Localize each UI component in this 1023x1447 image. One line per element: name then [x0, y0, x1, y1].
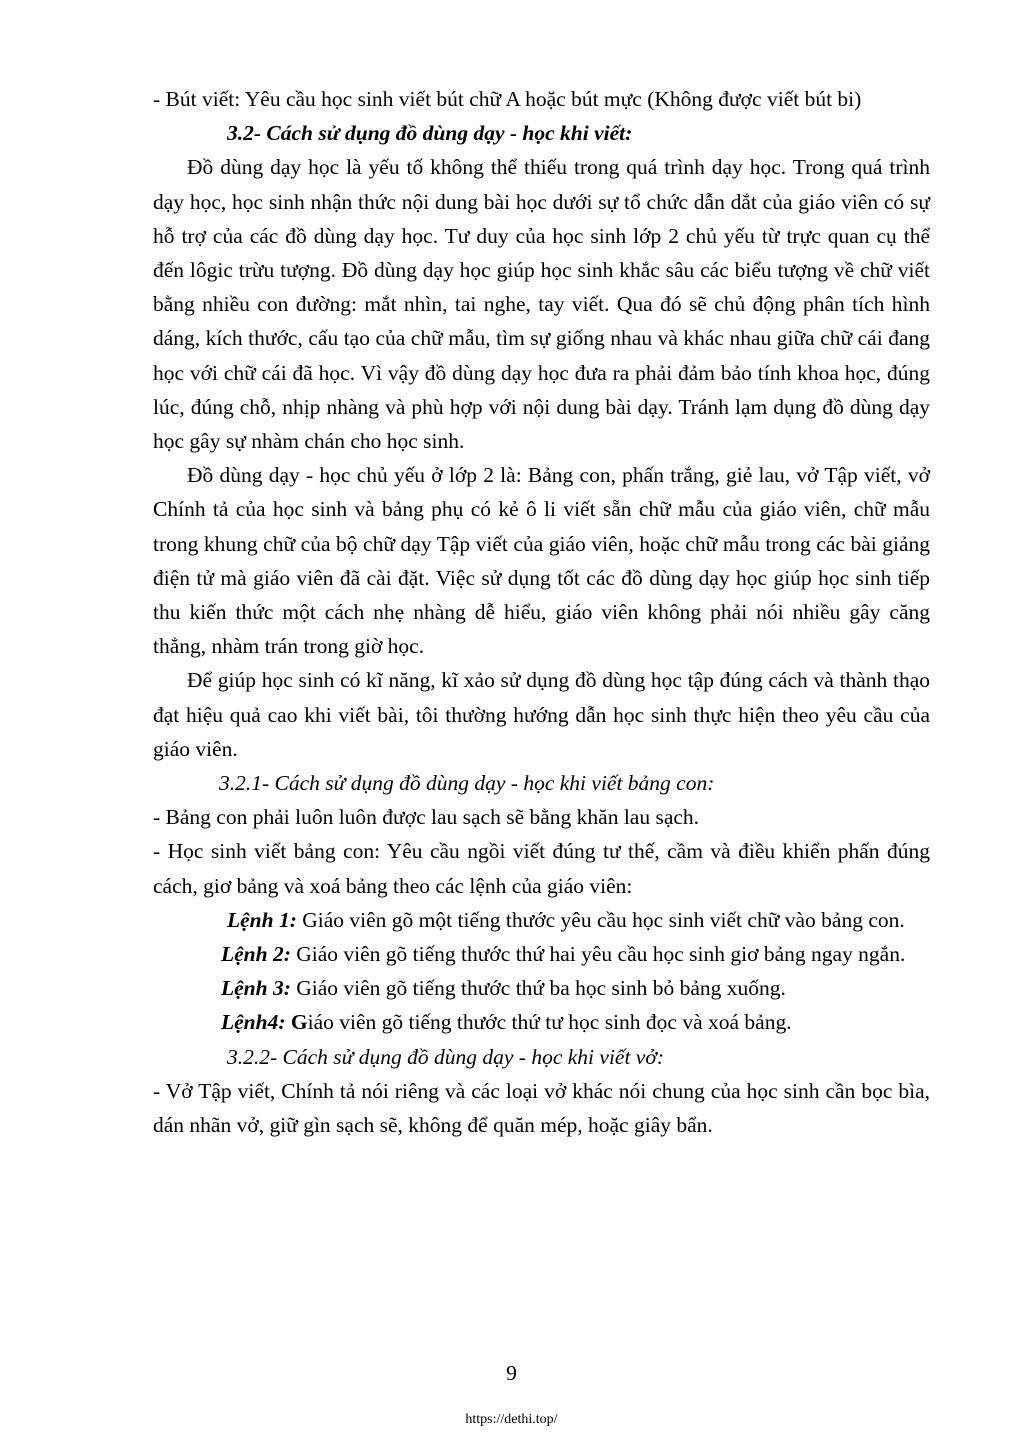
- command-1-label: Lệnh 1:: [227, 907, 297, 932]
- body-text: [153, 82, 930, 1142]
- command-1-text: Giáo viên gõ một tiếng thước yêu cầu học sinh viết chữ vào bảng con.: [296, 907, 905, 932]
- section-heading-3-2-2: 3.2.2- Cách sử dụng đồ dùng dạy - học khi viết vở:: [227, 1044, 664, 1069]
- paragraph-skills: Để giúp học sinh có kĩ năng, kĩ xảo sử dụng đồ dùng học tập đúng cách và thành thạo đạt hiệu quả cao khi viết bài, tôi thường hướng dẫn học sinh thực hiện theo yêu cầu của giáo viên.: [153, 668, 930, 761]
- command-2-text: Giáo viên gõ tiếng thước thứ hai yêu cầu học sinh giơ bảng ngay ngắn.: [290, 942, 906, 967]
- command-3-text: Giáo viên gõ tiếng thước thứ ba học sinh bỏ bảng xuống.: [290, 976, 786, 1001]
- pen-requirement: - Bút viết: Yêu cầu học sinh viết bút chữ A hoặc bút mực (Không được viết bút bi): [153, 87, 862, 111]
- footer-url: https://dethi.top/: [465, 1412, 558, 1427]
- command-3-label: Lệnh 3:: [221, 976, 291, 1001]
- paragraph-teaching-aids: Đồ dùng dạy học là yếu tố không thể thiếu trong quá trình dạy học. Trong quá trình dạy học, học sinh nhận thức nội dung bài học dưới sự tổ chức dẫn dắt của giáo viên có sự hỗ trợ của các đồ dùng dạy học. Tư duy của học sinh lớp 2 chủ yếu từ trực quan cụ thể đến lôgic trừu tượng. Đồ dùng dạy học giúp học sinh khắc sâu các biểu tượng về chữ viết bằng nhiều con đường: mắt nhìn, tai nghe, tay viết. Qua đó sẽ chủ động phân tích hình dáng, kích thước, cấu tạo của chữ mẫu, tìm sự giống nhau và khác nhau giữa chữ cái đang học với chữ cái đã học. Vì vậy đồ dùng dạy học đưa ra phải đảm bảo tính khoa học, đúng lúc, đúng chỗ, nhịp nhàng và phù hợp với nội dung bài dạy. Tránh lạm dụng đồ dùng dạy học gây sự nhàm chán cho học sinh.: [153, 155, 930, 454]
- section-heading-3-2: 3.2- Cách sử dụng đồ dùng dạy - học khi viết:: [227, 121, 633, 146]
- command-4-label: Lệnh4:: [221, 1010, 291, 1035]
- section-heading-3-2-1: 3.2.1- Cách sử dụng đồ dùng dạy - học khi viết bảng con:: [219, 771, 715, 796]
- page-number: 9: [506, 1361, 517, 1385]
- bullet-notebook: - Vở Tập viết, Chính tả nói riêng và các loại vở khác nói chung của học sinh cần bọc bìa, dán nhãn vở, giữ gìn sạch sẽ, không để quăn mép, hoặc giây bẩn.: [153, 1078, 930, 1138]
- paragraph-grade2-aids: Đồ dùng dạy - học chủ yếu ở lớp 2 là: Bảng con, phấn trắng, giẻ lau, vở Tập viết, vở Chính tả của học sinh và bảng phụ có kẻ ô li viết sẵn chữ mẫu của giáo viên, chữ mẫu trong khung chữ của bộ chữ dạy Tập viết của giáo viên, hoặc chữ mẫu trong các bài giảng điện tử mà giáo viên đã cài đặt. Việc sử dụng tốt các đồ dùng dạy học giúp học sinh tiếp thu kiến thức một cách nhẹ nhàng dễ hiểu, giáo viên không phải nói nhiều gây căng thẳng, nhàm trán trong giờ học.: [153, 463, 930, 659]
- command-3: [153, 971, 930, 1005]
- bullet-board-writing: - Học sinh viết bảng con: Yêu cầu ngồi viết đúng tư thế, cầm và điều khiển phấn đúng cách, giơ bảng và xoá bảng theo các lệnh của giáo viên:: [153, 839, 930, 898]
- command-4-initial: G: [290, 1010, 308, 1035]
- command-1: [153, 903, 930, 937]
- command-2-label: Lệnh 2:: [221, 942, 291, 967]
- command-4: [153, 1005, 930, 1039]
- bullet-board-clean: - Bảng con phải luôn luôn được lau sạch sẽ bằng khăn lau sạch.: [153, 805, 700, 830]
- command-2: [153, 937, 930, 971]
- command-4-text: iáo viên gõ tiếng thước thứ tư học sinh đọc và xoá bảng.: [307, 1010, 792, 1035]
